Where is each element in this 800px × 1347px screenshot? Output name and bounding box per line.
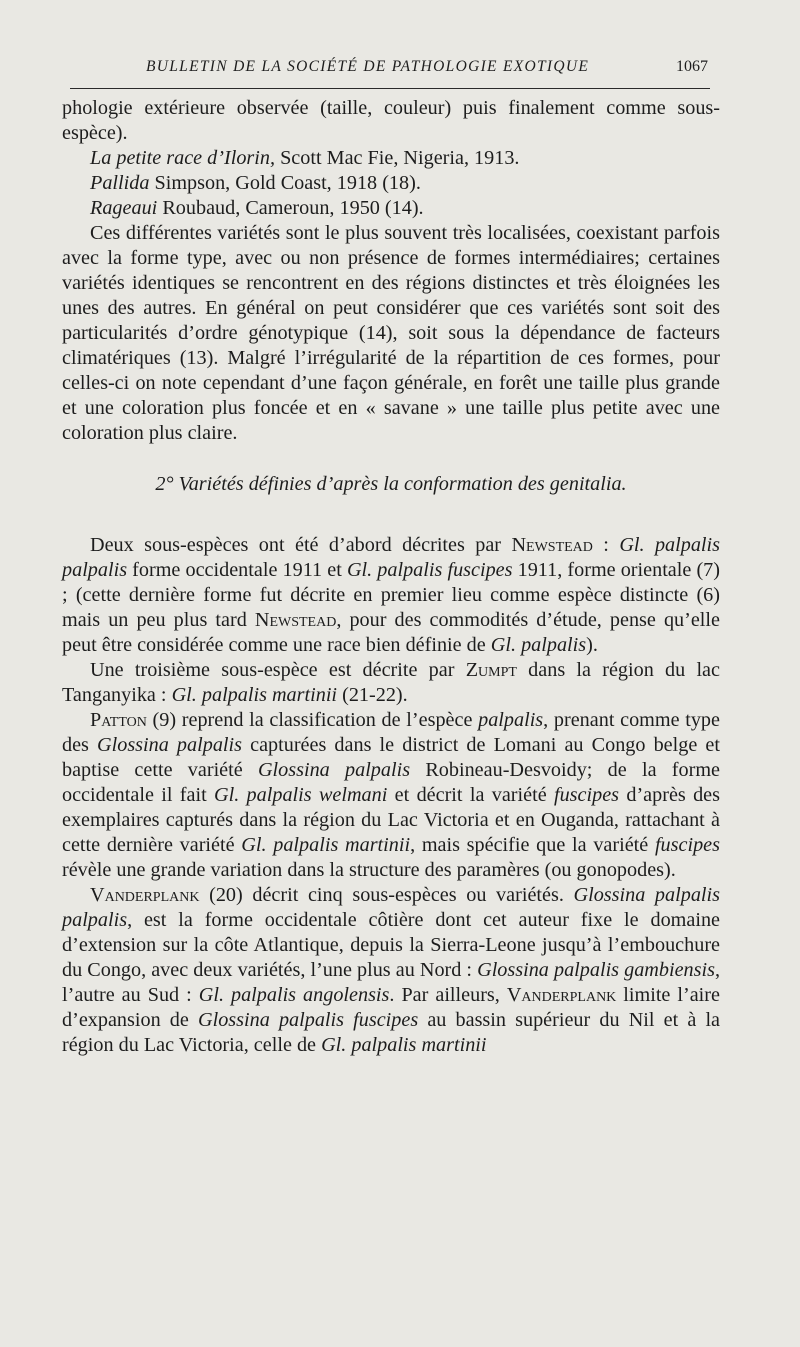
text-run: dans la région du lac Tanganyika : <box>62 659 720 706</box>
text-run: Deux sous-espèces ont été d’abord décrites par <box>90 534 512 556</box>
paragraph-varietes: Ces différentes variétés sont le plus souvent très localisées, coexistant parfois avec la forme type, avec ou non présence de formes intermédiaires; certaines variétés identiques se rencontrent en des régions distinctes et très éloignées les unes des autres. En général on peut considérer que ces variétés sont soit des particularités d’ordre génotypique (14), soit sous la dépendance de facteurs climatériques (13). Malgré l’irrégularité de la répartition de ces formes, pour celles-ci on note cependant d’une façon générale, en forêt une taille plus grande et une coloration plus foncée et en « savane » une taille plus petite avec une coloration plus claire. <box>62 222 720 444</box>
text-run: Une troisième sous-espèce est décrite par <box>90 659 466 681</box>
text-run: , est la forme occidentale côtière dont cet auteur fixe le domaine d’extension sur la côte Atlantique, depuis la Sierra-Leone jusqu’à l’embouchure du Congo, avec deux variétés, l’une plus au Nord : <box>62 909 720 981</box>
author-name: Newstead <box>254 609 337 631</box>
subheading-number: 2° <box>155 473 174 495</box>
species-name: Glossina palpalis fuscipes <box>198 1009 419 1031</box>
text-run: (9) reprend la classification de l’espèce <box>146 709 479 731</box>
variant-name: Pallida <box>90 172 150 194</box>
text-run: ). <box>586 634 598 656</box>
text-run: capturées dans le district de Lomani au Congo belge et baptise cette variété <box>62 734 720 781</box>
paragraph-zumpt <box>62 658 720 708</box>
species-name: fuscipes <box>654 834 720 856</box>
paragraph-newstead <box>62 533 720 658</box>
species-name: Glossina palpalis <box>97 734 242 756</box>
variant-details: Roubaud, Cameroun, 1950 (14). <box>157 197 424 219</box>
species-name: palpalis <box>478 709 544 731</box>
author-name: Newstead <box>511 534 593 556</box>
paragraph-vanderplank <box>62 883 720 1058</box>
species-name: Gl. palpalis martinii <box>321 1034 487 1056</box>
author-name: Vanderplank <box>506 984 617 1006</box>
author-name: Patton <box>90 709 147 731</box>
text-run: d’après des exemplaires capturés dans la région du Lac Victoria et en Ouganda, rattachant à cette dernière variété <box>62 784 720 856</box>
paragraph-patton <box>62 708 720 883</box>
running-title: BULLETIN DE LA SOCIÉTÉ DE PATHOLOGIE EXOTIQUE <box>146 58 590 75</box>
text-run: forme occidentale 1911 et <box>127 559 347 581</box>
text-run: 1911, forme orientale (7) ; (cette dernière forme fut décrite en premier lieu comme espèce distincte (6) mais un peu plus tard <box>62 559 720 631</box>
text-run: , pour des commodités d’étude, pense qu’elle peut être considérée comme une race bien définie de <box>62 609 720 656</box>
text-run: , mais spécifie que la variété <box>410 834 655 856</box>
species-name: Gl. palpalis palpalis <box>62 534 721 581</box>
text-run: et décrit la variété <box>387 784 554 806</box>
text-run: révèle une grande variation dans la structure des paramères (ou gonopodes). <box>62 859 676 881</box>
variant-line <box>62 146 720 171</box>
text-run: : <box>592 534 620 556</box>
variant-name: La petite race d’Ilorin, <box>90 147 276 169</box>
header-rule <box>70 88 710 89</box>
text-run: limite l’aire d’expansion de <box>62 984 720 1031</box>
variant-details: Simpson, Gold Coast, 1918 (18). <box>149 172 421 194</box>
subheading-title: Variétés définies d’après la conformation des genitalia. <box>178 473 627 495</box>
variant-name: Rageaui <box>90 197 158 219</box>
variant-line <box>62 196 720 221</box>
variant-line <box>62 171 720 196</box>
page-number: 1067 <box>676 58 708 75</box>
text-run: , l’autre au Sud : <box>62 959 720 1006</box>
species-name: Gl. palpalis <box>490 634 587 656</box>
species-name: Glossina palpalis <box>257 759 411 781</box>
text-run: (21-22). <box>337 684 408 706</box>
text-run: , prenant comme type des <box>62 709 720 756</box>
text-run: (20) décrit cinq sous-espèces ou variétés. <box>199 884 574 906</box>
author-name: Vanderplank <box>90 884 200 906</box>
author-name: Zumpt <box>465 659 517 681</box>
species-name: Glossina palpalis palpalis <box>62 884 720 931</box>
section-subheading <box>62 472 720 497</box>
species-name: Gl. palpalis welmani <box>214 784 388 806</box>
variant-details: Scott Mac Fie, Nigeria, 1913. <box>275 147 520 169</box>
page-header <box>100 58 708 84</box>
text-run: au bassin supérieur du Nil et à la région du Lac Victoria, celle de <box>62 1009 721 1056</box>
species-name: fuscipes <box>553 784 620 806</box>
species-name: Gl. palpalis angolensis <box>198 984 390 1006</box>
species-name: Glossina palpalis gambiensis <box>477 959 715 981</box>
text-run: . Par ailleurs, <box>389 984 507 1006</box>
paragraph-continuation: phologie extérieure observée (taille, couleur) puis finalement comme sous-espèce). <box>62 97 720 144</box>
species-name: Gl. palpalis martinii <box>241 834 411 856</box>
species-name: Gl. palpalis fuscipes <box>346 559 513 581</box>
text-run: Robineau-Desvoidy; de la forme occidentale il fait <box>62 759 720 806</box>
body-text <box>62 96 720 1058</box>
species-name: Gl. palpalis martinii <box>171 684 338 706</box>
